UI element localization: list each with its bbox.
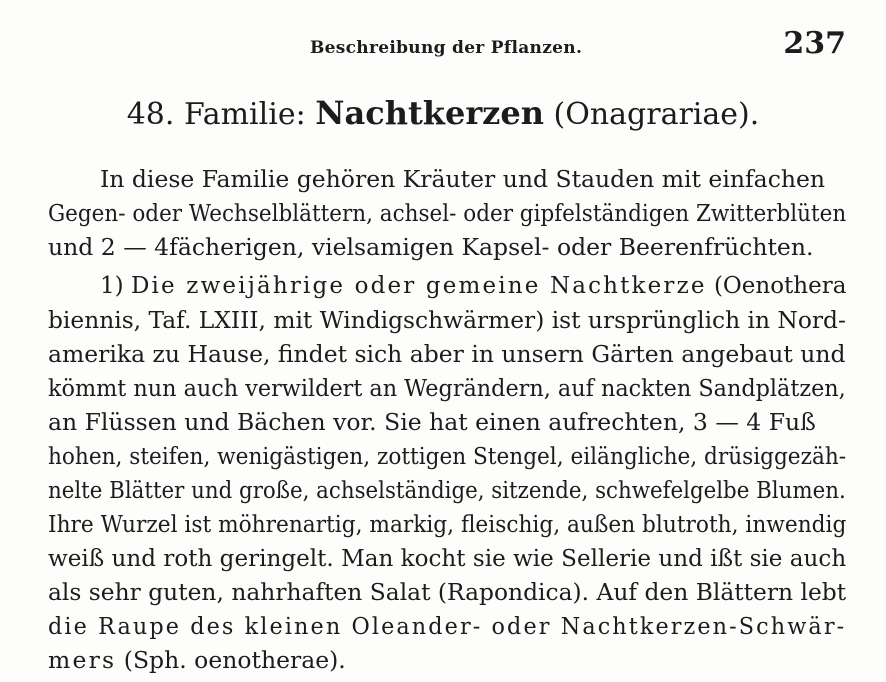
page-number: 237 bbox=[783, 26, 846, 61]
species-line: biennis, Taf. LXIII, mit Windigschwärmer) ist ursprünglich in Nord- bbox=[48, 306, 846, 334]
intro-line: In diese Familie gehören Kräuter und Stauden mit einfachen bbox=[100, 165, 826, 193]
species-line-rest: (Sph. oenotherae). bbox=[123, 646, 346, 674]
running-title: Beschreibung der Pflanzen. bbox=[310, 38, 583, 58]
family-heading bbox=[0, 94, 886, 132]
species-line bbox=[48, 645, 346, 675]
species-name: Die zweijährige oder gemeine Nachtkerze bbox=[130, 271, 707, 299]
species-line: an Flüssen und Bächen vor. Sie hat einen aufrechten, 3 — 4 Fuß bbox=[48, 408, 816, 436]
species-latin-start: (Oenothera bbox=[713, 271, 847, 299]
species-line: Ihre Wurzel ist möhrenartig, markig, fleischig, außen blutroth, inwendig bbox=[48, 510, 847, 538]
intro-line: Gegen- oder Wechselblättern, achsel- oder gipfelständigen Zwitterblüten bbox=[48, 199, 847, 227]
species-line: hohen, steifen, wenigästigen, zottigen Stengel, eilängliche, drüsiggezäh- bbox=[48, 442, 847, 470]
species-line: nelte Blätter und große, achselständige, sitzende, schwefelgelbe Blumen. bbox=[48, 476, 846, 504]
species-line bbox=[100, 270, 846, 300]
intro-line: und 2 — 4fächerigen, vielsamigen Kapsel- oder Beerenfrüchten. bbox=[48, 233, 814, 261]
family-heading-name: Nachtkerzen bbox=[315, 94, 544, 132]
species-number: 1) bbox=[100, 271, 124, 299]
species-line: kömmt nun auch verwildert an Wegrändern, auf nackten Sandplätzen, bbox=[48, 374, 846, 402]
species-line: als sehr guten, nahrhaften Salat (Rapondica). Auf den Blättern lebt bbox=[48, 578, 847, 606]
family-heading-prefix: 48. Familie: bbox=[126, 97, 306, 132]
species-line: weiß und roth geringelt. Man kocht sie wie Sellerie und ißt sie auch bbox=[48, 544, 847, 572]
family-heading-latin: (Onagrariae). bbox=[553, 97, 760, 132]
species-line: die Raupe des kleinen Oleander- oder Nachtkerzen-Schwär- bbox=[48, 612, 847, 640]
species-line: amerika zu Hause, findet sich aber in unsern Gärten angebaut und bbox=[48, 340, 846, 368]
species-line-spaced: mers bbox=[48, 646, 117, 674]
